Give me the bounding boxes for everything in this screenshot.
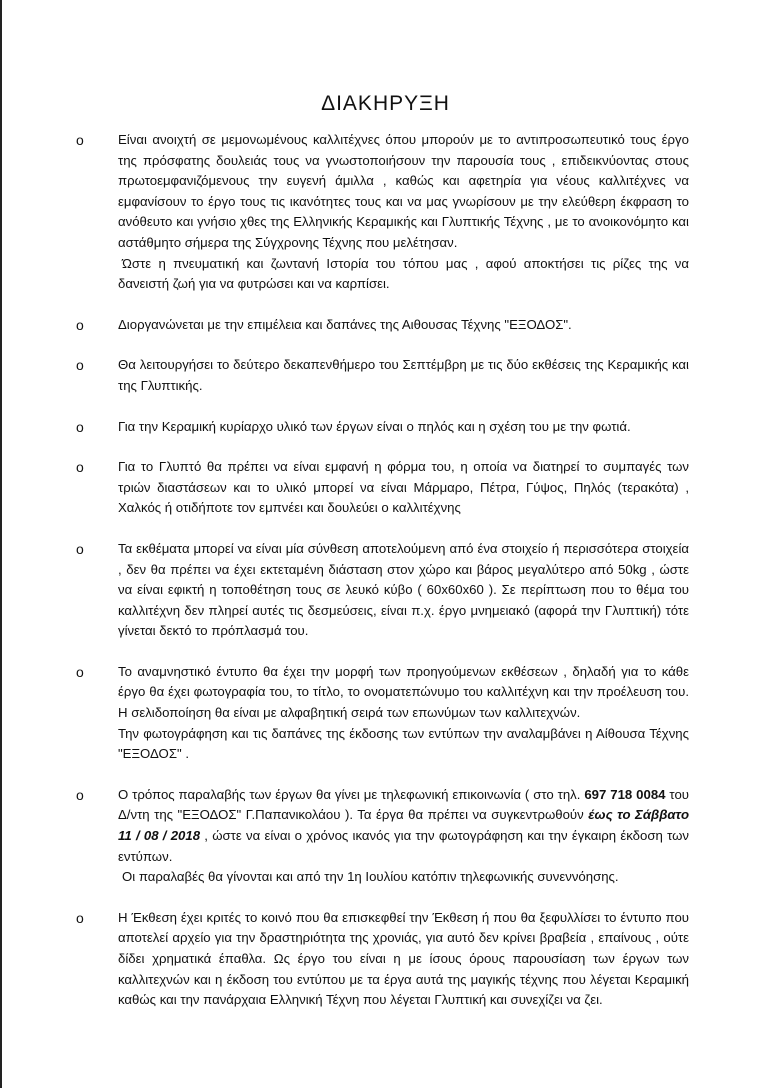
- list-item: [0, 417, 771, 438]
- paragraph: Για την Κεραμική κυρίαρχο υλικό των έργων είναι ο πηλός και η σχέση του με την φωτιά.: [118, 418, 631, 434]
- paragraph: Το αναμνηστικό έντυπο θα έχει την μορφή των προηγούμενων εκθέσεων , δηλαδή για το κάθε έργο θα έχει φωτογραφία του, το τίτλο, το ονοματεπώνυμο του καλλιτέχνη και την προέλευση του. Η σελιδοποίηση θα είναι με αλφαβητική σειρά των επωνύμων των καλλιτεχνών.: [118, 663, 689, 721]
- list-item-text: [118, 539, 689, 642]
- paragraph: Θα λειτουργήσει το δεύτερο δεκαπενθήμερο του Σεπτέμβρη με τις δύο εκθέσεις της Κεραμικής και της Γλυπτικής.: [118, 357, 689, 393]
- bullet-marker: o: [76, 132, 84, 148]
- list-item-text: [118, 785, 689, 888]
- paragraph: Τα εκθέματα μπορεί να είναι μία σύνθεση αποτελούμενη από ένα στοιχείο ή περισσότερα στοιχεία , δεν θα πρέπει να έχει εκτεταμένη διάσταση στον χώρο και βάρος μεγαλύτερο από 50kg , ώστε να είναι εφικτή η τοποθέτηση τους σε λευκό κύβο ( 60x60x60 ). Σε περίπτωση που το θέμα του καλλιτέχνη δεν πληρεί αυτές τις δεσμεύσεις, είναι π.χ. έργο μνημειακό (αφορά την Γλυπτική) τότε γίνεται δεκτό το πρόπλασμά του.: [118, 540, 689, 639]
- list-item: [0, 662, 771, 765]
- text-run: του Δ/ντη της "ΕΞΟΔΟΣ" Γ.Παπανικολάου ). Τα έργα θα πρέπει να συγκεντρωθούν: [118, 786, 689, 823]
- phone-number: 697 718 0084: [584, 786, 666, 802]
- bullet-marker: o: [76, 316, 84, 333]
- paragraph: [118, 785, 689, 867]
- list-item: [0, 130, 771, 295]
- bullet-marker: o: [76, 357, 84, 374]
- deadline-date: έως το Σάββατο 11 / 08 / 2018: [118, 807, 690, 844]
- list-item-text: [118, 457, 689, 519]
- bullet-marker: o: [76, 663, 84, 680]
- paragraph: Την φωτογράφηση και τις δαπάνες της έκδοσης των εντύπων την αναλαμβάνει η Αίθουσα Τέχνης "ΕΞΟΔΟΣ" .: [118, 725, 689, 762]
- paragraph: Η Έκθεση έχει κριτές το κοινό που θα επισκεφθεί την Έκθεση ή που θα ξεφυλλίσει το έντυπο που αποτελεί αρχείο για την δραστηριότητα της χρονιάς, για αυτό δεν κρίνει βραβεία , επαίνους , ούτε δίδει χρηματικά έπαθλα. Ως έργο του είναι η με ίσους όρους παρουσίαση των έργων των καλλιτεχνών και η έκδοση του εντύπου με τα έργα αυτά της μαγικής τέχνης που λέγεται Κεραμική καθώς και την πανάρχαια Ελληνική Τέχνη που λέγεται Γλυπτική και συνεχίζει να ζει.: [118, 909, 689, 1008]
- bullet-marker: o: [76, 459, 84, 476]
- list-item-text: [118, 417, 689, 438]
- list-item: [0, 539, 771, 642]
- list-item-text: [118, 130, 689, 295]
- paragraph: Ώστε η πνευματική και ζωντανή Ιστορία του τόπου μας , αφού αποκτήσει τις ρίζες της να δανειστή ζωή για να φυτρώσει και να καρπίσει.: [118, 255, 689, 292]
- bullet-marker: o: [76, 909, 84, 926]
- text-run: Ο τρόπος παραλαβής των έργων θα γίνει με τηλεφωνική επικοινωνία ( στο τηλ.: [118, 786, 585, 802]
- bullet-marker: o: [76, 418, 84, 435]
- list-item: [0, 785, 771, 888]
- list-item: [0, 355, 771, 396]
- list-item-text: [118, 662, 689, 765]
- paragraph: Για το Γλυπτό θα πρέπει να είναι εμφανή η φόρμα του, η οποία να διατηρεί το συμπαγές των τριών διαστάσεων και το υλικό μπορεί να είναι Μάρμαρο, Πέτρα, Γύψος, Πηλός (τερακότα) , Χαλκός ή οτιδήποτε τον εμπνέει και δουλεύει ο καλλιτέχνης: [118, 459, 689, 516]
- bullet-marker: o: [76, 540, 84, 557]
- list-item-text: [118, 908, 689, 1011]
- text-run: , ώστε να είναι ο χρόνος ικανός για την φωτογράφηση και την έγκαιρη έκδοση των εντύπων.: [118, 828, 689, 864]
- paragraph: Είναι ανοιχτή σε μεμονωμένους καλλιτέχνες όπου μπορούν με το αντιπροσωπευτικό τους έργο της πρόσφατης δουλειάς τους να γνωστοποιήσουν την παρουσία τους , επιδεικνύοντας στους πρωτοεμφανιζόμενους την ευγενή άμιλλα , καθώς και αφετηρία για νέους καλλιτέχνες να εμφανίσουν το έργο τους τις ικανότητες τους και να μας γνωρίσουν με την ελεύθερη έκφραση το ανόθευτο και γνήσιο χθες της Ελληνικής Κεραμικής και Γλυπτικής Τέχνης , με το ανοικονόμητο και αστάθμητο σήμερα της Σύγχρονης Τέχνης που μελέτησαν.: [118, 132, 689, 250]
- bullet-marker: o: [76, 786, 84, 803]
- list-item: [0, 457, 771, 519]
- list-item: [0, 315, 771, 336]
- paragraph: Διοργανώνεται με την επιμέλεια και δαπάνες της Αιθουσας Τέχνης "ΕΞΟΔΟΣ".: [118, 316, 572, 332]
- list-item-text: [118, 355, 689, 396]
- bullet-list: [0, 130, 771, 1031]
- list-item-text: [118, 315, 689, 336]
- list-item: [0, 908, 771, 1011]
- paragraph: Οι παραλαβές θα γίνονται και από την 1η Ιουλίου κατόπιν τηλεφωνικής συνεννόησης.: [122, 869, 619, 885]
- document-title: ΔΙΑΚΗΡΥΞΗ: [321, 92, 450, 115]
